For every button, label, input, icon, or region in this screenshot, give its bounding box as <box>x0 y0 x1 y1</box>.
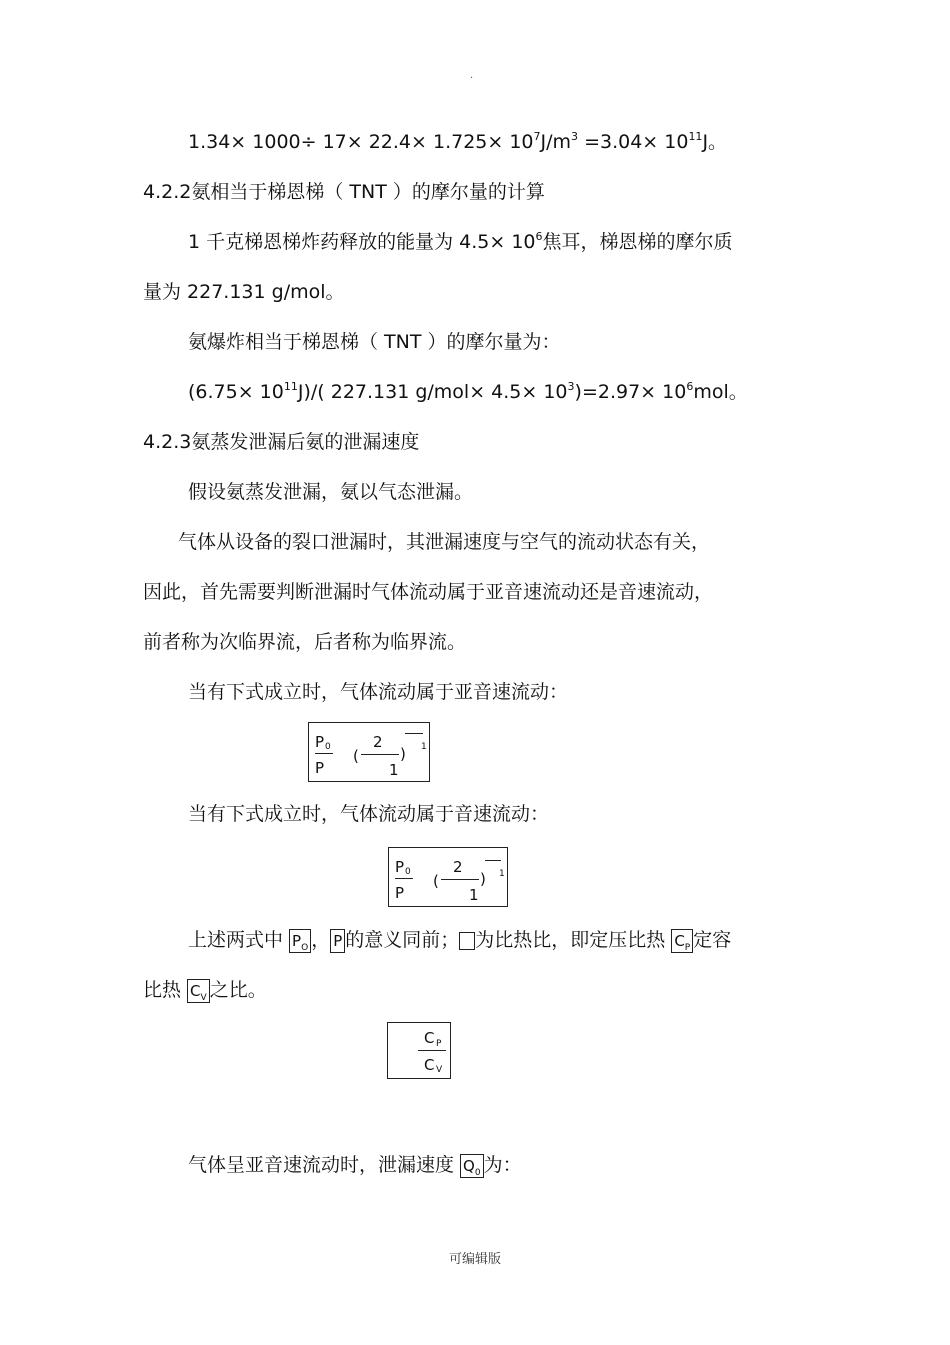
paragraph-line: 当有下式成立时，气体流动属于亚音速流动： <box>188 681 569 703</box>
section-heading-4-2-2: 4.2.2氨相当于梯恩梯（ TNT ）的摩尔量的计算 <box>143 181 545 203</box>
symbol-box-gamma <box>459 932 475 950</box>
equation-text: J。 <box>702 131 728 153</box>
paragraph-line: 因此，首先需要判断泄漏时气体流动属于亚音速流动还是音速流动， <box>143 581 714 603</box>
formula-subscript: 0 <box>405 867 411 877</box>
subscript: 0 <box>474 1167 481 1178</box>
superscript: 7 <box>533 130 541 143</box>
symbol-box-cp <box>671 929 693 953</box>
equation-text: 1.34× 1000÷ 17× 22.4× 1.725× 10 <box>188 131 534 153</box>
symbol: C <box>674 931 685 950</box>
text-span: 焦耳，梯恩梯的摩尔质 <box>542 231 733 253</box>
exponent-bar <box>405 733 423 734</box>
paren-close: ) <box>480 870 486 888</box>
formula-subscript: V <box>436 1065 443 1075</box>
formula-denominator: C <box>424 1056 435 1074</box>
paren-open: ( <box>353 747 359 765</box>
formula-numerator: C <box>424 1029 435 1047</box>
superscript: 6 <box>686 380 694 393</box>
paragraph-line <box>188 230 733 254</box>
inner-denominator: 1 <box>389 761 399 779</box>
formula-subscript: P <box>436 1039 442 1049</box>
inner-numerator: 2 <box>373 733 383 751</box>
inner-fraction-bar <box>361 754 399 755</box>
paragraph-line: 气体从设备的裂口泄漏时，其泄漏速度与空气的流动状态有关， <box>178 531 711 553</box>
equation-text: J/m <box>540 131 572 153</box>
text-span: 之比。 <box>209 979 267 1001</box>
superscript: 11 <box>283 380 298 393</box>
equation-text: (6.75× 10 <box>188 381 284 403</box>
superscript: 3 <box>567 380 575 393</box>
text-span: 为比热比，即定压比热 <box>475 929 672 951</box>
superscript: 3 <box>571 130 579 143</box>
subsonic-condition-formula <box>308 722 430 782</box>
formula-numerator: P <box>315 733 325 751</box>
symbol: C <box>190 981 201 1000</box>
page-footer: 可编辑版 <box>448 1252 501 1267</box>
superscript: 6 <box>535 230 543 243</box>
section-heading-4-2-3: 4.2.3氨蒸发泄漏后氨的泄漏速度 <box>143 431 420 453</box>
subscript: P <box>684 942 691 953</box>
formula-subscript: 0 <box>325 742 331 752</box>
text-span: 1 千克梯恩梯炸药释放的能量为 4.5× 10 <box>188 231 536 253</box>
fraction-bar <box>395 878 413 879</box>
paragraph-line: 量为 227.131 g/mol。 <box>143 281 345 303</box>
superscript: 11 <box>688 130 703 143</box>
paragraph-line: 当有下式成立时，气体流动属于音速流动： <box>188 803 550 825</box>
exponent: 1 <box>499 869 505 879</box>
subscript: O <box>301 942 309 953</box>
symbol-box-cv <box>187 979 210 1003</box>
equation-text: mol。 <box>693 381 748 403</box>
inner-denominator: 1 <box>469 886 479 904</box>
symbol-box-q0 <box>460 1154 484 1178</box>
symbol-box-p <box>330 929 345 953</box>
exponent: 1 <box>421 742 427 752</box>
equation-text: J)/( 227.131 g/mol× 4.5× 10 <box>297 381 568 403</box>
text-span: 上述两式中 <box>188 929 290 951</box>
subscript: V <box>200 992 207 1003</box>
symbol: P <box>333 931 343 950</box>
symbol-box-p0 <box>289 929 311 953</box>
energy-equation <box>188 130 727 154</box>
fraction-bar <box>315 753 333 754</box>
fraction-bar <box>418 1050 446 1051</box>
equation-text: )=2.97× 10 <box>574 381 687 403</box>
tnt-equation <box>188 380 748 404</box>
paragraph-line: 氨爆炸相当于梯恩梯（ TNT ）的摩尔量为： <box>188 331 561 353</box>
paragraph-line <box>143 978 267 1003</box>
symbol: P <box>292 931 302 950</box>
formula-denominator: P <box>395 884 405 902</box>
equation-text: =3.04× 10 <box>578 131 689 153</box>
text-span: 定容 <box>693 929 732 951</box>
paren-open: ( <box>433 872 439 890</box>
text-span: ， <box>311 929 331 951</box>
text-span: 气体呈亚音速流动时，泄漏速度 <box>188 1154 461 1176</box>
text-span: 为： <box>483 1154 522 1176</box>
paragraph-line <box>188 1153 522 1178</box>
sonic-condition-formula <box>388 847 508 907</box>
symbol: Q <box>463 1156 475 1175</box>
header-dot: . <box>470 70 474 81</box>
text-span: 的意义同前； <box>345 929 460 951</box>
text-span: 比热 <box>143 979 188 1001</box>
formula-numerator: P <box>395 858 405 876</box>
formula-denominator: P <box>315 759 325 777</box>
inner-fraction-bar <box>441 879 479 880</box>
paragraph-line: 前者称为次临界流，后者称为临界流。 <box>143 631 467 653</box>
paragraph-line <box>188 928 731 953</box>
paragraph-line: 假设氨蒸发泄漏，氨以气态泄漏。 <box>188 481 474 503</box>
specific-heat-ratio-formula <box>387 1022 451 1079</box>
paren-close: ) <box>400 745 406 763</box>
exponent-bar <box>485 860 501 861</box>
inner-numerator: 2 <box>453 858 463 876</box>
